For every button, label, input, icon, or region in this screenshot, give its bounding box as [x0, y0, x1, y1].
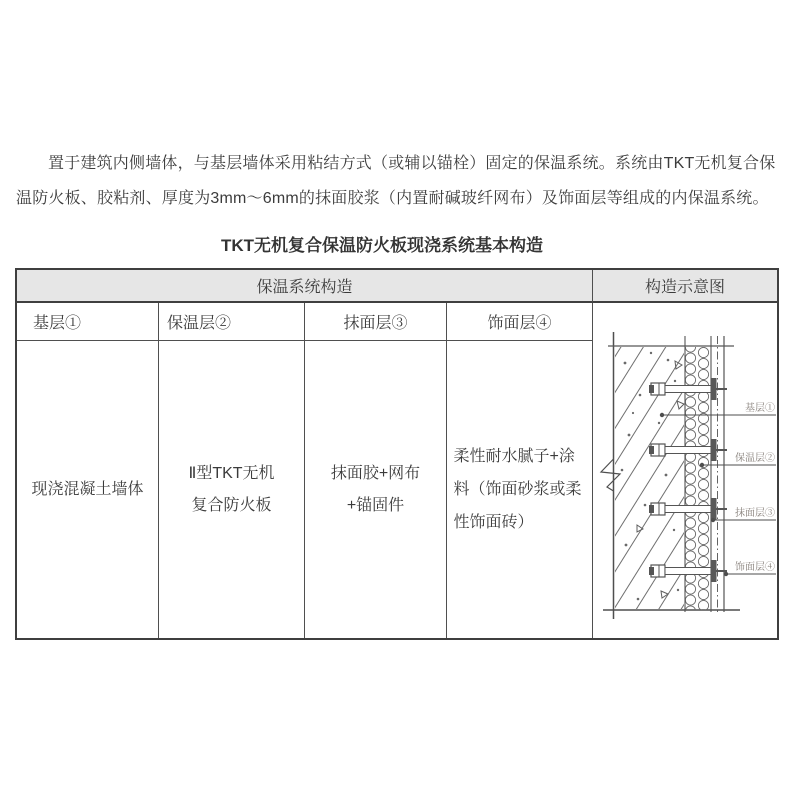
- insulation-system-table: [15, 268, 779, 640]
- diagram-label-base-layer: 基层①: [745, 403, 775, 414]
- construction-diagram: [593, 303, 777, 638]
- cell-text: Ⅱ型TKT无机 复合防火板: [188, 464, 275, 514]
- cell-text: 柔性耐水腻子+涂料（饰面砂浆或柔性饰面砖）: [453, 448, 582, 531]
- cell-finish-layer-value: [447, 341, 593, 638]
- column-header-insulation-layer: 保温层②: [159, 303, 305, 341]
- cell-text: 抹面胶+网布 +锚固件: [330, 464, 421, 514]
- column-header-base-layer: 基层①: [17, 303, 159, 341]
- cell-base-layer-value: [17, 341, 159, 638]
- column-header-finish-layer: 饰面层④: [447, 303, 593, 341]
- cell-text: 现浇混凝土墙体: [31, 480, 144, 498]
- column-header-render-layer: 抹面层③: [305, 303, 447, 341]
- cell-render-layer-value: [305, 341, 447, 638]
- intro-paragraph: 置于建筑内侧墙体，与基层墙体采用粘结方式（或辅以锚栓）固定的保温系统。系统由TKT无机复合保温防火板、胶粘剂、厚度为3mm～6mm的抹面胶浆（内置耐碱玻纤网布）及饰面层等组成的内保温系统。: [16, 155, 776, 207]
- concrete-wall-hatch: [601, 332, 740, 619]
- group-header-cell: 保温系统构造: [17, 270, 593, 303]
- diagram-label-insulation-layer: 保温层②: [735, 453, 775, 464]
- diagram-header-cell: 构造示意图: [593, 270, 777, 303]
- construction-diagram-cell: [593, 303, 777, 638]
- cell-insulation-layer-value: [159, 341, 305, 638]
- diagram-label-finish-layer: 饰面层④: [735, 562, 775, 573]
- diagram-label-render-layer: 抹面层③: [735, 508, 775, 519]
- table-title: TKT无机复合保温防火板现浇系统基本构造: [220, 236, 544, 255]
